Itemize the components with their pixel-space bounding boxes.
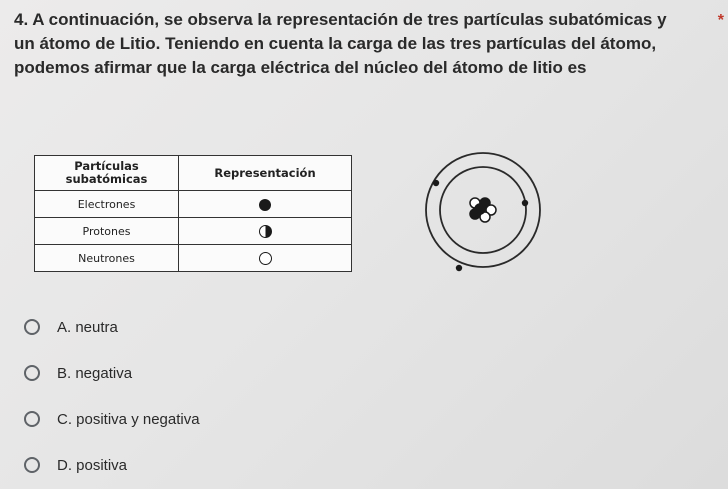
radio-button[interactable] [24,411,40,427]
empty-circle-icon [259,252,272,265]
particle-name-electrons: Electrones [35,191,179,218]
header-representation: Representación [179,156,352,191]
radio-button[interactable] [24,319,40,335]
option-c[interactable] [24,396,200,442]
lithium-atom-diagram [413,140,553,280]
radio-button[interactable] [24,365,40,381]
answer-options [24,304,200,488]
option-label: C. positiva y negativa [57,410,200,428]
particle-name-neutrons: Neutrones [35,245,179,272]
particle-symbol-cell [179,245,352,272]
electron-icon [522,200,528,206]
required-asterisk: * [717,12,724,29]
filled-circle-icon [259,199,271,211]
particle-name-protons: Protones [35,218,179,245]
particle-symbol-cell [179,191,352,218]
table-row [35,245,352,272]
nucleus [470,198,496,222]
option-a[interactable] [24,304,200,350]
half-filled-circle-icon [259,225,272,238]
table-row [35,191,352,218]
particle-symbol-cell [179,218,352,245]
table-header-row [35,156,352,191]
electron-icon [433,180,439,186]
particles-table [34,155,352,272]
question-line-1: 4. A continuación, se observa la representación de tres partículas subatómicas y [14,10,667,29]
question-line-3: podemos afirmar que la carga eléctrica del núcleo del átomo de litio es [14,58,587,77]
option-label: D. positiva [57,456,128,474]
option-b[interactable] [24,350,200,396]
option-label: A. neutra [57,318,118,336]
header-particles: Partículas subatómicas [35,156,179,191]
question-text [14,8,714,80]
electron-icon [456,265,462,271]
radio-button[interactable] [24,457,40,473]
proton-icon [475,204,485,214]
option-label: B. negativa [57,364,133,382]
question-line-2: un átomo de Litio. Teniendo en cuenta la carga de las tres partículas del átomo, [14,34,657,53]
table-row [35,218,352,245]
option-d[interactable] [24,442,200,488]
